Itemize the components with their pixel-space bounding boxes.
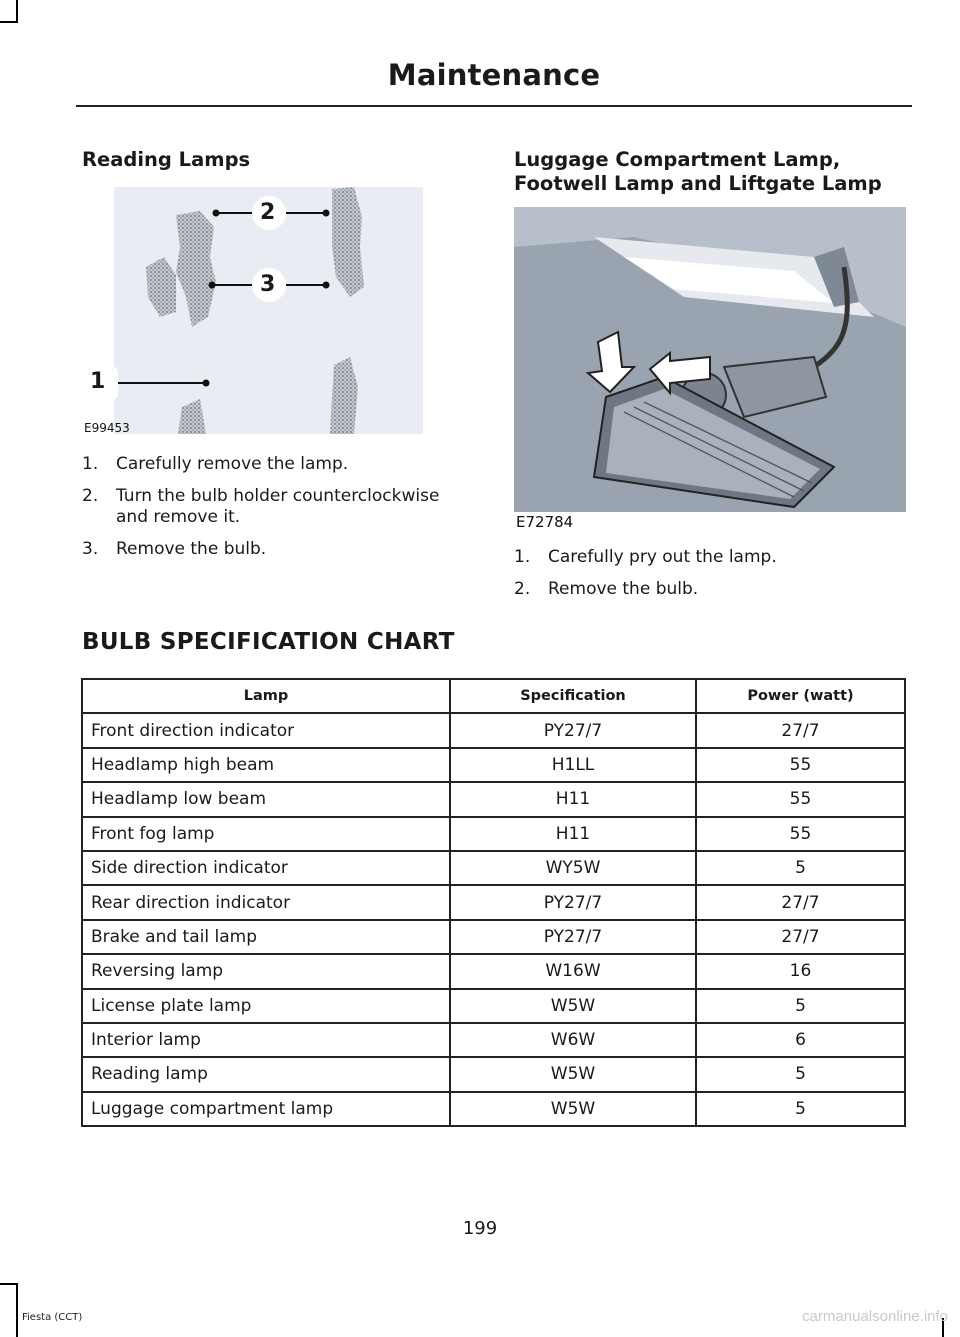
reading-lamps-heading: Reading Lamps bbox=[82, 148, 251, 171]
table-row: Interior lamp W6W 6 bbox=[82, 1023, 905, 1057]
table-row: Reading lamp W5W 5 bbox=[82, 1057, 905, 1091]
crop-mark bbox=[0, 21, 18, 23]
bulb-chart-heading: BULB SPECIFICATION CHART bbox=[82, 629, 455, 655]
crop-mark bbox=[0, 1283, 18, 1285]
figure-code: E72784 bbox=[516, 513, 574, 531]
table-header-row bbox=[82, 679, 905, 713]
luggage-lamp-figure bbox=[514, 207, 906, 512]
figure-code: E99453 bbox=[84, 421, 130, 435]
table-row: License plate lamp W5W 5 bbox=[82, 989, 905, 1023]
table-row: Front fog lamp H11 55 bbox=[82, 817, 905, 851]
column-header: Specification bbox=[450, 679, 696, 713]
luggage-lamp-heading: Luggage Compartment Lamp, Footwell Lamp and Liftgate Lamp bbox=[514, 148, 882, 195]
callout-number: 3 bbox=[260, 272, 276, 297]
table-row: Side direction indicator WY5W 5 bbox=[82, 851, 905, 885]
list-item: 2. Remove the bulb. bbox=[514, 579, 699, 599]
table-row: Headlamp low beam H11 55 bbox=[82, 782, 905, 816]
table-row: Front direction indicator PY27/7 27/7 bbox=[82, 713, 905, 747]
column-header: Power (watt) bbox=[696, 679, 905, 713]
list-item: 3. Remove the bulb. bbox=[82, 539, 267, 559]
bulb-spec-table bbox=[81, 678, 906, 1127]
callout-number: 1 bbox=[90, 369, 106, 394]
list-item: 1. Carefully remove the lamp. bbox=[82, 454, 349, 474]
crop-mark bbox=[16, 0, 18, 22]
table-row: Reversing lamp W16W 16 bbox=[82, 954, 905, 988]
list-item: 2. Turn the bulb holder counterclockwise and remove it. bbox=[82, 486, 440, 527]
watermark: carmanualsonline.info bbox=[802, 1308, 948, 1325]
page-number: 199 bbox=[462, 1218, 498, 1239]
model-label: Fiesta (CCT) bbox=[22, 1312, 83, 1323]
callout-number: 2 bbox=[260, 200, 276, 225]
table-row: Brake and tail lamp PY27/7 27/7 bbox=[82, 920, 905, 954]
table-row: Headlamp high beam H1LL 55 bbox=[82, 748, 905, 782]
list-item: 1. Carefully pry out the lamp. bbox=[514, 547, 777, 567]
luggage-lamp-steps bbox=[514, 547, 908, 611]
page-title: Maintenance bbox=[387, 58, 601, 92]
crop-mark bbox=[16, 1283, 18, 1337]
column-header: Lamp bbox=[82, 679, 450, 713]
reading-lamps-steps bbox=[82, 454, 476, 571]
table-row: Rear direction indicator PY27/7 27/7 bbox=[82, 885, 905, 919]
header-rule bbox=[76, 105, 912, 107]
table-row: Luggage compartment lamp W5W 5 bbox=[82, 1092, 905, 1126]
